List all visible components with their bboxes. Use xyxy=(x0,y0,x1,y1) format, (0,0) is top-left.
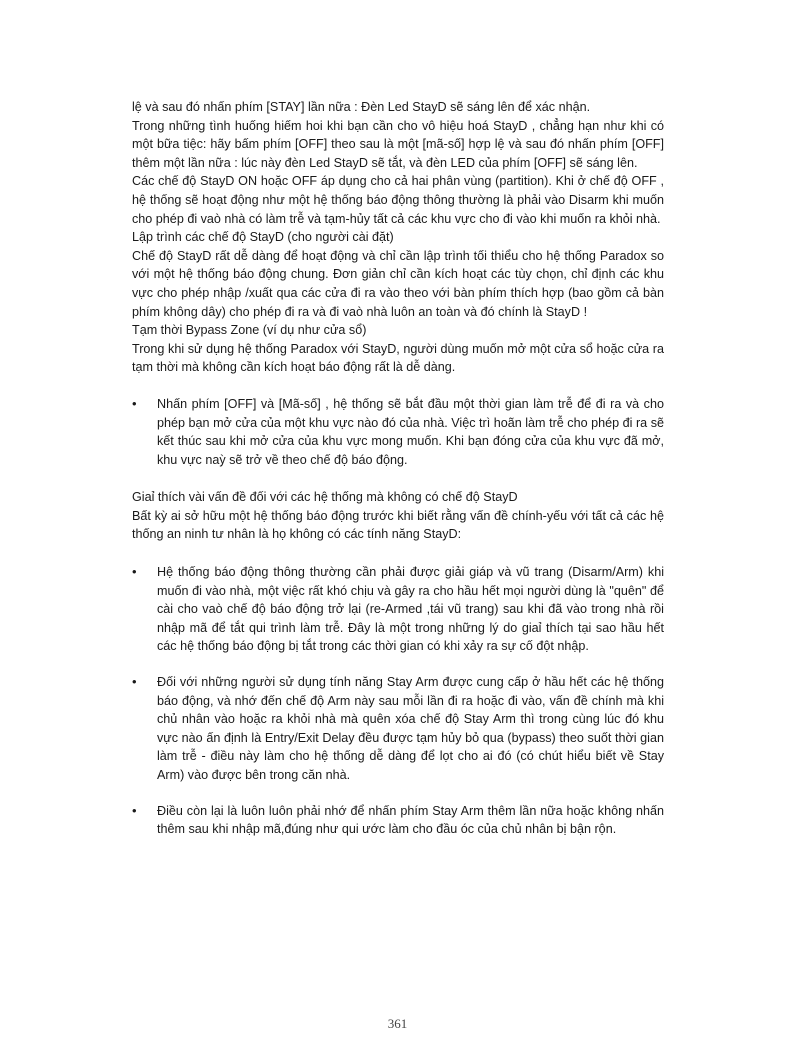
list-item-text: Nhấn phím [OFF] và [Mã-số] , hệ thống sẽ bắt đầu một thời gian làm trễ để đi ra và cho phép bạn mở cửa của một khu vực nào đó của nhà. Việc trì hoãn làm trễ cho phép đi ra sẽ kết thúc sau khi mở cửa của khu vực mong muốn. Khi bạn đóng cửa của khu vực đã mở, khu vực naỳ sẽ trở về theo chế độ báo động. xyxy=(157,396,664,467)
heading-without-stayd: Giaỉ thích vài vấn đề đối với các hệ thống mà không có chế độ StayD xyxy=(132,490,518,505)
paragraph-without-stayd: Bất kỳ ai sở hữu một hệ thống báo động trước khi biết rằng vấn đề chính-yếu với tất cả các hệ thống an ninh tư nhân là họ không có các tính năng StayD: xyxy=(132,508,664,542)
bullet-icon: • xyxy=(132,674,137,690)
paragraph-programming: Chế độ StayD rất dễ dàng để hoạt động và chỉ cần lập trình tối thiểu cho hệ thống Paradox so với một hệ thống báo động chung. Đơn giản chỉ cần kích hoạt các tùy chọn, chỉ định các khu vực cho phép nhập /xuất qua các cửa đi ra vào theo với bàn phím thích hợp (bao gồm cả bàn phím không dây) cho phép đi ra và đi vaò nhà luôn an toàn và đó chính là StayD ! xyxy=(132,248,664,319)
list-item-text: Đối với những người sử dụng tính năng Stay Arm được cung cấp ở hầu hết các hệ thống báo động, và nhớ đến chế độ Arm này sau mỗi lần đi ra hoặc đi vào, vấn đề chính mà khi chủ nhân vào hoặc ra khỏi nhà mà quên xóa chế độ Stay Arm thì trong cùng lúc đó khu vực nào ấn định là Entry/Exit Delay đều được tạm hủy bỏ qua (bypass) theo suốt thời gian làm trễ - điều này làm cho hệ thống dễ dàng để lọt cho ai đó (có chút hiểu biết về Stay Arm) vào được bên trong căn nhà. xyxy=(157,675,664,782)
page-body xyxy=(132,98,664,839)
list-item-text: Hệ thống báo động thông thường cần phải được giải giáp và vũ trang (Disarm/Arm) khi muốn đi vào nhà, một việc rất khó chịu và gây ra cho hầu hết mọi người dùng là "quên" để cài cho vaò chế độ báo động trở lại (re-Armed ,tái vũ trang) sau khi đã vào trong nhà rồi nhập mã để tắt qui trình làm trễ. Đây là một trong những lý do giaỉ thích tại sao hầu hết các hệ thống báo động bị tắt trong các thời gian có khi xảy ra sự cố đột nhập. xyxy=(157,565,664,654)
bullet-icon: • xyxy=(132,395,137,411)
bullet-icon: • xyxy=(132,564,137,580)
heading-bypass-zone: Tạm thời Bypass Zone (ví dụ như cửa sổ) xyxy=(132,323,367,338)
page-number: 361 xyxy=(387,1016,408,1031)
list-item-text: Điều còn lại là luôn luôn phải nhớ để nhấn phím Stay Arm thêm lần nữa hoặc không nhấn thêm sau khi nhập mã,đúng như qui ước làm cho đầu óc của chủ nhân bị bận rộn. xyxy=(157,803,664,837)
bullet-list-problems xyxy=(132,563,664,839)
heading-programming: Lập trình các chế độ StayD (cho người cài đặt) xyxy=(132,230,394,245)
paragraph-partition: Các chế độ StayD ON hoặc OFF áp dụng cho cả hai phân vùng (partition). Khi ở chế độ OFF , hệ thống sẽ hoạt động như một hệ thống báo động thông thường là phải vào Disarm khi muốn cho phép đi vaò nhà có làm trễ và tạm-hủy tất cả các khu vực cho đi vào khi muốn ra khỏi nhà. xyxy=(132,174,664,226)
bullet-icon: • xyxy=(132,802,137,818)
list-item xyxy=(132,395,664,469)
bullet-list-bypass xyxy=(132,395,664,469)
list-item xyxy=(132,563,664,656)
paragraph-bypass-zone: Trong khi sử dụng hệ thống Paradox với StayD, người dùng muốn mở một cửa sổ hoặc cửa ra tạm thời mà không cần kích hoạt báo động rất là dễ dàng. xyxy=(132,341,664,375)
paragraph-stay-confirm: lệ và sau đó nhấn phím [STAY] lần nữa : Đèn Led StayD sẽ sáng lên để xác nhận. xyxy=(132,100,591,114)
paragraph-disable-stayd: Trong những tình huống hiếm hoi khi bạn cần cho vô hiệu hoá StayD , chẳng hạn như khi có một bữa tiệc: hãy bấm phím [OFF] theo sau là một [mã-số] hợp lệ và sau đó nhấn phím [OFF] thêm một lần nữa : lúc này đèn Led StayD sẽ tắt, và đèn LED của phím [OFF] sẽ sáng lên. xyxy=(132,118,664,170)
list-item xyxy=(132,673,664,785)
list-item xyxy=(132,802,664,839)
